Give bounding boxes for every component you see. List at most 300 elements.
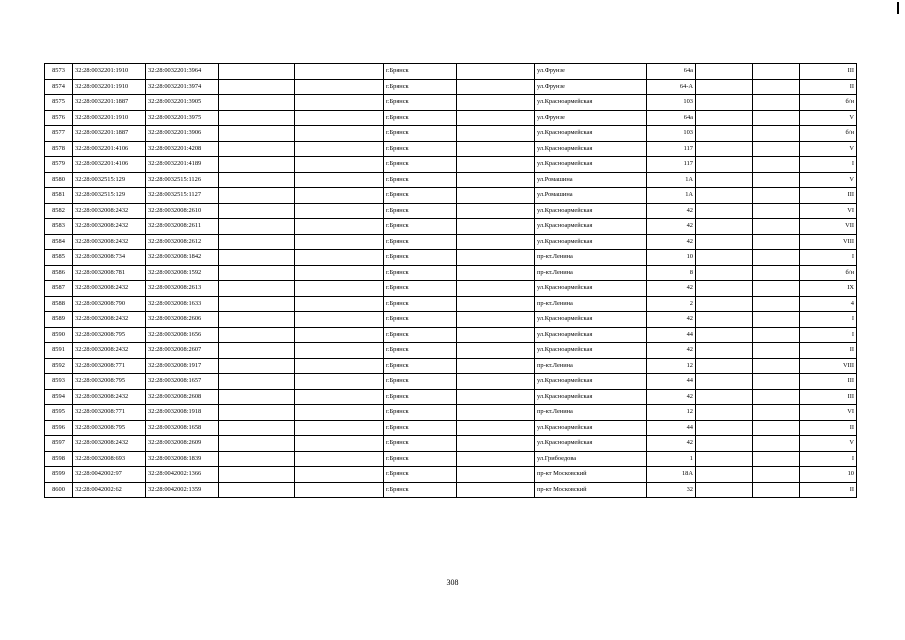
cell-blank-cell-b	[295, 141, 384, 157]
cell-house-number: 64а	[647, 110, 696, 126]
cell-street: ул.Красноармейская	[535, 327, 647, 343]
cell-blank-cell-d	[696, 374, 753, 390]
cell-row-number: 8599	[45, 467, 73, 483]
cell-premises-number: II	[800, 420, 857, 436]
table-row	[45, 250, 857, 266]
table-row	[45, 467, 857, 483]
cell-house-number: 1А	[647, 188, 696, 204]
cell-blank-cell-e	[753, 172, 800, 188]
cell-blank-cell-c	[457, 343, 535, 359]
table-row	[45, 79, 857, 95]
cell-blank-cell-d	[696, 436, 753, 452]
page-number: 308	[446, 578, 459, 587]
cell-blank-cell-a	[219, 110, 295, 126]
cell-blank-cell-b	[295, 172, 384, 188]
cell-house-number: 42	[647, 219, 696, 235]
cell-house-number: 64-А	[647, 79, 696, 95]
cell-row-number: 8577	[45, 126, 73, 142]
cell-row-number: 8573	[45, 64, 73, 80]
cell-object-cadastral-number: 32:28:0032008:2612	[146, 234, 219, 250]
cell-blank-cell-e	[753, 327, 800, 343]
cell-blank-cell-d	[696, 296, 753, 312]
cell-object-cadastral-number: 32:28:0032201:3975	[146, 110, 219, 126]
cell-blank-cell-a	[219, 265, 295, 281]
cell-house-number: 42	[647, 436, 696, 452]
cell-blank-cell-e	[753, 157, 800, 173]
cell-blank-cell-e	[753, 265, 800, 281]
cell-parcel-cadastral-number: 32:28:0032008:2432	[73, 343, 146, 359]
cell-blank-cell-a	[219, 327, 295, 343]
cell-row-number: 8586	[45, 265, 73, 281]
table-row	[45, 436, 857, 452]
cell-object-cadastral-number: 32:28:0032201:3905	[146, 95, 219, 111]
cell-row-number: 8583	[45, 219, 73, 235]
cell-house-number: 117	[647, 157, 696, 173]
cell-blank-cell-c	[457, 110, 535, 126]
cell-street: пр-кт.Ленина	[535, 296, 647, 312]
table-row	[45, 234, 857, 250]
cell-blank-cell-e	[753, 281, 800, 297]
cell-row-number: 8594	[45, 389, 73, 405]
cell-street: ул.Ромашина	[535, 188, 647, 204]
cell-row-number: 8582	[45, 203, 73, 219]
cell-row-number: 8590	[45, 327, 73, 343]
cell-object-cadastral-number: 32:28:0032008:1657	[146, 374, 219, 390]
cell-blank-cell-b	[295, 343, 384, 359]
cell-blank-cell-e	[753, 343, 800, 359]
cell-row-number: 8578	[45, 141, 73, 157]
table-row	[45, 296, 857, 312]
cell-parcel-cadastral-number: 32:28:0032008:781	[73, 265, 146, 281]
cell-row-number: 8597	[45, 436, 73, 452]
cell-blank-cell-c	[457, 188, 535, 204]
cell-premises-number: VIII	[800, 358, 857, 374]
table-row	[45, 281, 857, 297]
cell-premises-number: V	[800, 110, 857, 126]
cell-street: пр-кт Московский	[535, 482, 647, 498]
cell-house-number: 42	[647, 312, 696, 328]
cell-city: г.Брянск	[384, 467, 457, 483]
cell-blank-cell-e	[753, 95, 800, 111]
cell-premises-number: б/н	[800, 265, 857, 281]
cell-blank-cell-d	[696, 343, 753, 359]
cell-blank-cell-d	[696, 95, 753, 111]
cell-blank-cell-a	[219, 95, 295, 111]
cell-blank-cell-a	[219, 203, 295, 219]
cell-blank-cell-c	[457, 141, 535, 157]
table-row	[45, 482, 857, 498]
cell-blank-cell-c	[457, 219, 535, 235]
cell-blank-cell-e	[753, 219, 800, 235]
cell-blank-cell-e	[753, 250, 800, 266]
cell-blank-cell-c	[457, 126, 535, 142]
cell-parcel-cadastral-number: 32:28:0032201:4106	[73, 141, 146, 157]
cell-blank-cell-d	[696, 281, 753, 297]
cell-house-number: 42	[647, 281, 696, 297]
cell-blank-cell-d	[696, 79, 753, 95]
cell-parcel-cadastral-number: 32:28:0032008:771	[73, 405, 146, 421]
cell-row-number: 8581	[45, 188, 73, 204]
cell-house-number: 32	[647, 482, 696, 498]
cell-premises-number: I	[800, 312, 857, 328]
cell-city: г.Брянск	[384, 79, 457, 95]
cell-city: г.Брянск	[384, 374, 457, 390]
cell-street: ул.Грибоедова	[535, 451, 647, 467]
cell-premises-number: 10	[800, 467, 857, 483]
cell-row-number: 8588	[45, 296, 73, 312]
cell-street: ул.Красноармейская	[535, 126, 647, 142]
cell-object-cadastral-number: 32:28:0032008:1656	[146, 327, 219, 343]
cell-blank-cell-d	[696, 172, 753, 188]
cell-parcel-cadastral-number: 32:28:0032008:790	[73, 296, 146, 312]
cell-row-number: 8585	[45, 250, 73, 266]
table-row	[45, 420, 857, 436]
cell-street: ул.Красноармейская	[535, 234, 647, 250]
cell-object-cadastral-number: 32:28:0032008:2608	[146, 389, 219, 405]
cell-parcel-cadastral-number: 32:28:0032201:1887	[73, 126, 146, 142]
cell-street: ул.Красноармейская	[535, 203, 647, 219]
cell-parcel-cadastral-number: 32:28:0032201:1910	[73, 64, 146, 80]
cell-blank-cell-b	[295, 482, 384, 498]
cell-blank-cell-b	[295, 358, 384, 374]
cell-blank-cell-a	[219, 482, 295, 498]
cell-blank-cell-b	[295, 79, 384, 95]
cell-object-cadastral-number: 32:28:0032008:1633	[146, 296, 219, 312]
cell-blank-cell-b	[295, 95, 384, 111]
cell-blank-cell-b	[295, 234, 384, 250]
cell-house-number: 42	[647, 203, 696, 219]
cell-row-number: 8593	[45, 374, 73, 390]
cell-object-cadastral-number: 32:28:0032008:1842	[146, 250, 219, 266]
cell-object-cadastral-number: 32:28:0032008:2610	[146, 203, 219, 219]
cell-premises-number: II	[800, 482, 857, 498]
cell-house-number: 42	[647, 343, 696, 359]
cell-house-number: 12	[647, 405, 696, 421]
cell-blank-cell-c	[457, 203, 535, 219]
cell-parcel-cadastral-number: 32:28:0032008:2432	[73, 219, 146, 235]
cell-street: ул.Красноармейская	[535, 436, 647, 452]
cell-blank-cell-e	[753, 79, 800, 95]
cell-blank-cell-a	[219, 157, 295, 173]
cell-city: г.Брянск	[384, 172, 457, 188]
cell-city: г.Брянск	[384, 126, 457, 142]
cell-blank-cell-b	[295, 110, 384, 126]
cell-city: г.Брянск	[384, 141, 457, 157]
cell-premises-number: II	[800, 343, 857, 359]
cell-blank-cell-c	[457, 358, 535, 374]
cell-premises-number: VII	[800, 219, 857, 235]
cell-object-cadastral-number: 32:28:0042002:1359	[146, 482, 219, 498]
cell-city: г.Брянск	[384, 327, 457, 343]
cell-object-cadastral-number: 32:28:0032515:1126	[146, 172, 219, 188]
cell-premises-number: III	[800, 374, 857, 390]
cell-street: ул.Фрунзе	[535, 64, 647, 80]
cell-blank-cell-c	[457, 327, 535, 343]
cell-street: ул.Фрунзе	[535, 79, 647, 95]
cell-city: г.Брянск	[384, 405, 457, 421]
cell-blank-cell-b	[295, 250, 384, 266]
cell-row-number: 8579	[45, 157, 73, 173]
cell-city: г.Брянск	[384, 64, 457, 80]
cell-blank-cell-b	[295, 296, 384, 312]
cell-blank-cell-d	[696, 203, 753, 219]
cell-premises-number: VI	[800, 405, 857, 421]
cell-row-number: 8591	[45, 343, 73, 359]
cell-house-number: 1	[647, 451, 696, 467]
cell-house-number: 44	[647, 374, 696, 390]
cell-object-cadastral-number: 32:28:0032008:2611	[146, 219, 219, 235]
cell-blank-cell-c	[457, 157, 535, 173]
table-row	[45, 327, 857, 343]
cell-street: пр-кт.Ленина	[535, 250, 647, 266]
cell-blank-cell-b	[295, 265, 384, 281]
cell-parcel-cadastral-number: 32:28:0032008:693	[73, 451, 146, 467]
cell-premises-number: I	[800, 451, 857, 467]
cell-blank-cell-b	[295, 312, 384, 328]
table-row	[45, 203, 857, 219]
cell-blank-cell-c	[457, 172, 535, 188]
cell-blank-cell-d	[696, 482, 753, 498]
cell-premises-number: VI	[800, 203, 857, 219]
table-row	[45, 358, 857, 374]
cell-object-cadastral-number: 32:28:0032008:1658	[146, 420, 219, 436]
cell-blank-cell-b	[295, 405, 384, 421]
cell-parcel-cadastral-number: 32:28:0032008:2432	[73, 389, 146, 405]
cell-house-number: 103	[647, 95, 696, 111]
cell-object-cadastral-number: 32:28:0032515:1127	[146, 188, 219, 204]
cell-city: г.Брянск	[384, 110, 457, 126]
cell-blank-cell-b	[295, 157, 384, 173]
cell-blank-cell-a	[219, 436, 295, 452]
cell-premises-number: IX	[800, 281, 857, 297]
cell-blank-cell-e	[753, 312, 800, 328]
cell-blank-cell-c	[457, 389, 535, 405]
cell-city: г.Брянск	[384, 219, 457, 235]
cell-blank-cell-d	[696, 389, 753, 405]
cell-blank-cell-d	[696, 451, 753, 467]
cell-premises-number: III	[800, 64, 857, 80]
cell-blank-cell-d	[696, 250, 753, 266]
table-row	[45, 219, 857, 235]
cell-blank-cell-b	[295, 327, 384, 343]
cell-city: г.Брянск	[384, 234, 457, 250]
cell-blank-cell-e	[753, 389, 800, 405]
cell-blank-cell-e	[753, 451, 800, 467]
cell-row-number: 8592	[45, 358, 73, 374]
cell-street: ул.Красноармейская	[535, 389, 647, 405]
cell-street: ул.Красноармейская	[535, 157, 647, 173]
cell-house-number: 44	[647, 420, 696, 436]
cell-parcel-cadastral-number: 32:28:0032008:2432	[73, 281, 146, 297]
cell-city: г.Брянск	[384, 389, 457, 405]
cell-blank-cell-a	[219, 281, 295, 297]
cell-street: пр-кт.Ленина	[535, 405, 647, 421]
table-body	[45, 64, 857, 498]
cell-blank-cell-d	[696, 219, 753, 235]
cell-blank-cell-c	[457, 79, 535, 95]
cell-object-cadastral-number: 32:28:0032008:2609	[146, 436, 219, 452]
cell-house-number: 2	[647, 296, 696, 312]
cell-city: г.Брянск	[384, 281, 457, 297]
cell-blank-cell-b	[295, 64, 384, 80]
cell-blank-cell-e	[753, 64, 800, 80]
table-row	[45, 389, 857, 405]
table-row	[45, 141, 857, 157]
cell-blank-cell-e	[753, 358, 800, 374]
cell-blank-cell-e	[753, 436, 800, 452]
table-row	[45, 110, 857, 126]
cell-house-number: 12	[647, 358, 696, 374]
cell-blank-cell-e	[753, 188, 800, 204]
cell-street: пр-кт Московский	[535, 467, 647, 483]
cell-blank-cell-c	[457, 374, 535, 390]
cell-blank-cell-b	[295, 389, 384, 405]
cell-blank-cell-c	[457, 467, 535, 483]
cell-parcel-cadastral-number: 32:28:0042002:97	[73, 467, 146, 483]
cell-city: г.Брянск	[384, 420, 457, 436]
cell-blank-cell-a	[219, 467, 295, 483]
cell-blank-cell-c	[457, 312, 535, 328]
cell-city: г.Брянск	[384, 312, 457, 328]
cell-blank-cell-c	[457, 436, 535, 452]
cell-blank-cell-c	[457, 420, 535, 436]
cell-blank-cell-b	[295, 451, 384, 467]
cell-row-number: 8580	[45, 172, 73, 188]
cell-blank-cell-c	[457, 234, 535, 250]
cell-blank-cell-a	[219, 358, 295, 374]
cell-house-number: 117	[647, 141, 696, 157]
cell-blank-cell-d	[696, 141, 753, 157]
cell-blank-cell-d	[696, 420, 753, 436]
cell-row-number: 8576	[45, 110, 73, 126]
cell-parcel-cadastral-number: 32:28:0032515:129	[73, 172, 146, 188]
cell-blank-cell-b	[295, 219, 384, 235]
cell-blank-cell-c	[457, 482, 535, 498]
cell-blank-cell-e	[753, 234, 800, 250]
cell-house-number: 42	[647, 234, 696, 250]
cell-house-number: 18А	[647, 467, 696, 483]
cell-house-number: 8	[647, 265, 696, 281]
cell-city: г.Брянск	[384, 203, 457, 219]
cell-blank-cell-b	[295, 467, 384, 483]
cell-parcel-cadastral-number: 32:28:0032201:1887	[73, 95, 146, 111]
cell-street: пр-кт.Ленина	[535, 358, 647, 374]
table-row	[45, 172, 857, 188]
cell-object-cadastral-number: 32:28:0032201:3974	[146, 79, 219, 95]
table-row	[45, 265, 857, 281]
cell-blank-cell-a	[219, 451, 295, 467]
cell-street: ул.Красноармейская	[535, 141, 647, 157]
cell-blank-cell-b	[295, 420, 384, 436]
cell-blank-cell-a	[219, 234, 295, 250]
cell-blank-cell-a	[219, 64, 295, 80]
registry-table	[44, 63, 857, 498]
cell-blank-cell-b	[295, 374, 384, 390]
cell-premises-number: б/н	[800, 126, 857, 142]
cell-parcel-cadastral-number: 32:28:0032201:1910	[73, 110, 146, 126]
cell-parcel-cadastral-number: 32:28:0042002:62	[73, 482, 146, 498]
cell-city: г.Брянск	[384, 451, 457, 467]
cell-blank-cell-c	[457, 405, 535, 421]
cell-blank-cell-c	[457, 95, 535, 111]
cell-row-number: 8596	[45, 420, 73, 436]
cell-blank-cell-e	[753, 203, 800, 219]
cell-city: г.Брянск	[384, 265, 457, 281]
cell-blank-cell-d	[696, 110, 753, 126]
table-row	[45, 126, 857, 142]
cell-object-cadastral-number: 32:28:0032201:3964	[146, 64, 219, 80]
cell-house-number: 64а	[647, 64, 696, 80]
cell-object-cadastral-number: 32:28:0032008:1917	[146, 358, 219, 374]
cell-object-cadastral-number: 32:28:0032008:1918	[146, 405, 219, 421]
table-row	[45, 405, 857, 421]
cell-object-cadastral-number: 32:28:0032008:2613	[146, 281, 219, 297]
table-row	[45, 188, 857, 204]
cell-blank-cell-e	[753, 110, 800, 126]
cell-city: г.Брянск	[384, 95, 457, 111]
cell-premises-number: III	[800, 389, 857, 405]
cell-blank-cell-c	[457, 281, 535, 297]
cell-parcel-cadastral-number: 32:28:0032008:734	[73, 250, 146, 266]
cell-row-number: 8584	[45, 234, 73, 250]
cell-blank-cell-a	[219, 126, 295, 142]
cell-street: ул.Красноармейская	[535, 312, 647, 328]
cell-house-number: 10	[647, 250, 696, 266]
cell-blank-cell-c	[457, 250, 535, 266]
cell-city: г.Брянск	[384, 296, 457, 312]
cell-premises-number: VIII	[800, 234, 857, 250]
cell-city: г.Брянск	[384, 188, 457, 204]
cell-street: ул.Ромашина	[535, 172, 647, 188]
cell-blank-cell-d	[696, 265, 753, 281]
cell-blank-cell-d	[696, 126, 753, 142]
cell-parcel-cadastral-number: 32:28:0032008:771	[73, 358, 146, 374]
cell-street: ул.Красноармейская	[535, 95, 647, 111]
cell-blank-cell-e	[753, 467, 800, 483]
cell-parcel-cadastral-number: 32:28:0032008:795	[73, 327, 146, 343]
cell-blank-cell-b	[295, 436, 384, 452]
cell-premises-number: V	[800, 172, 857, 188]
table-row	[45, 312, 857, 328]
cell-blank-cell-a	[219, 374, 295, 390]
cell-blank-cell-a	[219, 296, 295, 312]
cell-blank-cell-b	[295, 203, 384, 219]
cell-premises-number: I	[800, 157, 857, 173]
cell-blank-cell-d	[696, 405, 753, 421]
cell-object-cadastral-number: 32:28:0032008:2607	[146, 343, 219, 359]
cell-street: ул.Красноармейская	[535, 281, 647, 297]
cell-premises-number: V	[800, 436, 857, 452]
cell-row-number: 8587	[45, 281, 73, 297]
cell-parcel-cadastral-number: 32:28:0032201:4106	[73, 157, 146, 173]
cell-parcel-cadastral-number: 32:28:0032008:2432	[73, 436, 146, 452]
cell-blank-cell-a	[219, 172, 295, 188]
cell-street: ул.Красноармейская	[535, 374, 647, 390]
cell-parcel-cadastral-number: 32:28:0032008:2432	[73, 203, 146, 219]
cell-blank-cell-d	[696, 467, 753, 483]
cell-object-cadastral-number: 32:28:0032201:4208	[146, 141, 219, 157]
cell-blank-cell-e	[753, 420, 800, 436]
cell-blank-cell-c	[457, 64, 535, 80]
cell-row-number: 8595	[45, 405, 73, 421]
cell-parcel-cadastral-number: 32:28:0032008:2432	[73, 312, 146, 328]
cell-blank-cell-b	[295, 188, 384, 204]
cell-blank-cell-d	[696, 327, 753, 343]
cell-blank-cell-a	[219, 420, 295, 436]
table-row	[45, 343, 857, 359]
cell-premises-number: б/н	[800, 95, 857, 111]
cell-blank-cell-a	[219, 250, 295, 266]
